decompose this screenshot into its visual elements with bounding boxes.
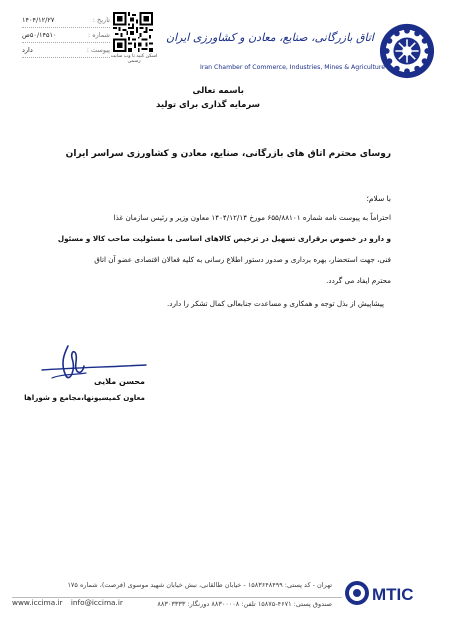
attachment-value: دارد — [22, 46, 33, 54]
letter-body-line: احتراماً به پیوست نامه شماره ۶۵۵/۸۸۱۰۱ مورخ ۱۴۰۴/۱۲/۱۴ معاون وزیر و رئیس سازمان غذا — [113, 213, 391, 222]
attachment-row — [22, 43, 110, 58]
attachment-label: پیوست : — [86, 46, 110, 54]
email-link[interactable]: info@iccima.ir — [70, 598, 123, 607]
signer-name: محسن ملایی — [94, 377, 145, 386]
footer-links — [12, 598, 123, 607]
qr-code-icon[interactable] — [113, 12, 153, 52]
date-row — [22, 13, 110, 28]
footer-contact: صندوق پستی: ۴۶۷۱-۱۵۸۷۵ تلفن: ۸۸۳۰۰۰۰۸ دورنگار: ۸۸۳۰۳۳۳۳ — [157, 600, 332, 608]
letter-meta — [22, 13, 110, 58]
mtic-label: MTIC — [372, 585, 414, 604]
letter-closing: پیشاپیش از بذل توجه و همکاری و مساعدت جنابعالی کمال تشکر را دارد. — [166, 299, 384, 308]
chamber-name-en: Iran Chamber of Commerce, Industries, Mines & Agriculture — [200, 64, 386, 71]
footer-address: تهران - کد پستی: ۱۵۸۳۶۴۸۴۹۹ - خیابان طالقانی، نبش خیابان شهید موسوی (فرصت)، شماره ۱۷۵ — [67, 581, 332, 589]
letter-body-line: فنی، جهت استحضار، بهره برداری و صدور دستور اطلاع رسانی به کلیه فعالان اقتصادی عضو آن اتاق — [94, 255, 391, 264]
letter-body-line: محترم ایفاد می گردد. — [326, 276, 391, 285]
mtic-logo-icon — [342, 578, 442, 612]
letter-recipient: روسای محترم اتاق های بازرگانی، صنایع، معادن و کشاورزی سراسر ایران — [65, 149, 391, 159]
website-link[interactable]: www.iccima.ir — [12, 598, 63, 607]
number-label: شماره : — [88, 31, 110, 39]
letter-subject: سرمایه گذاری برای تولید — [155, 100, 260, 110]
chamber-name-fa: اتاق بازرگانی، صنایع، معادن و کشاورزی ایران — [166, 31, 374, 44]
date-label: تاریخ : — [92, 16, 110, 24]
signer-title: معاون کمیسیونها،مجامع و شوراها — [24, 393, 145, 402]
letter-body-line: و دارو در خصوص برقراری تسهیل در ترخیص کالاهای اساسی با مسئولیت صاحب کالا و مسئول — [57, 234, 391, 243]
date-value: ۱۴۰۴/۱۲/۲۷ — [22, 16, 55, 24]
letter-greeting: با سلام؛ — [366, 194, 391, 203]
number-row — [22, 28, 110, 43]
qr-caption: اسکن کنید تا وب سایت رسمی — [110, 54, 158, 64]
number-value: ۵۰/۱۴۵۱۰ص — [22, 31, 57, 39]
chamber-logo-icon — [378, 22, 436, 80]
salutation: باسمه تعالی — [192, 86, 244, 96]
